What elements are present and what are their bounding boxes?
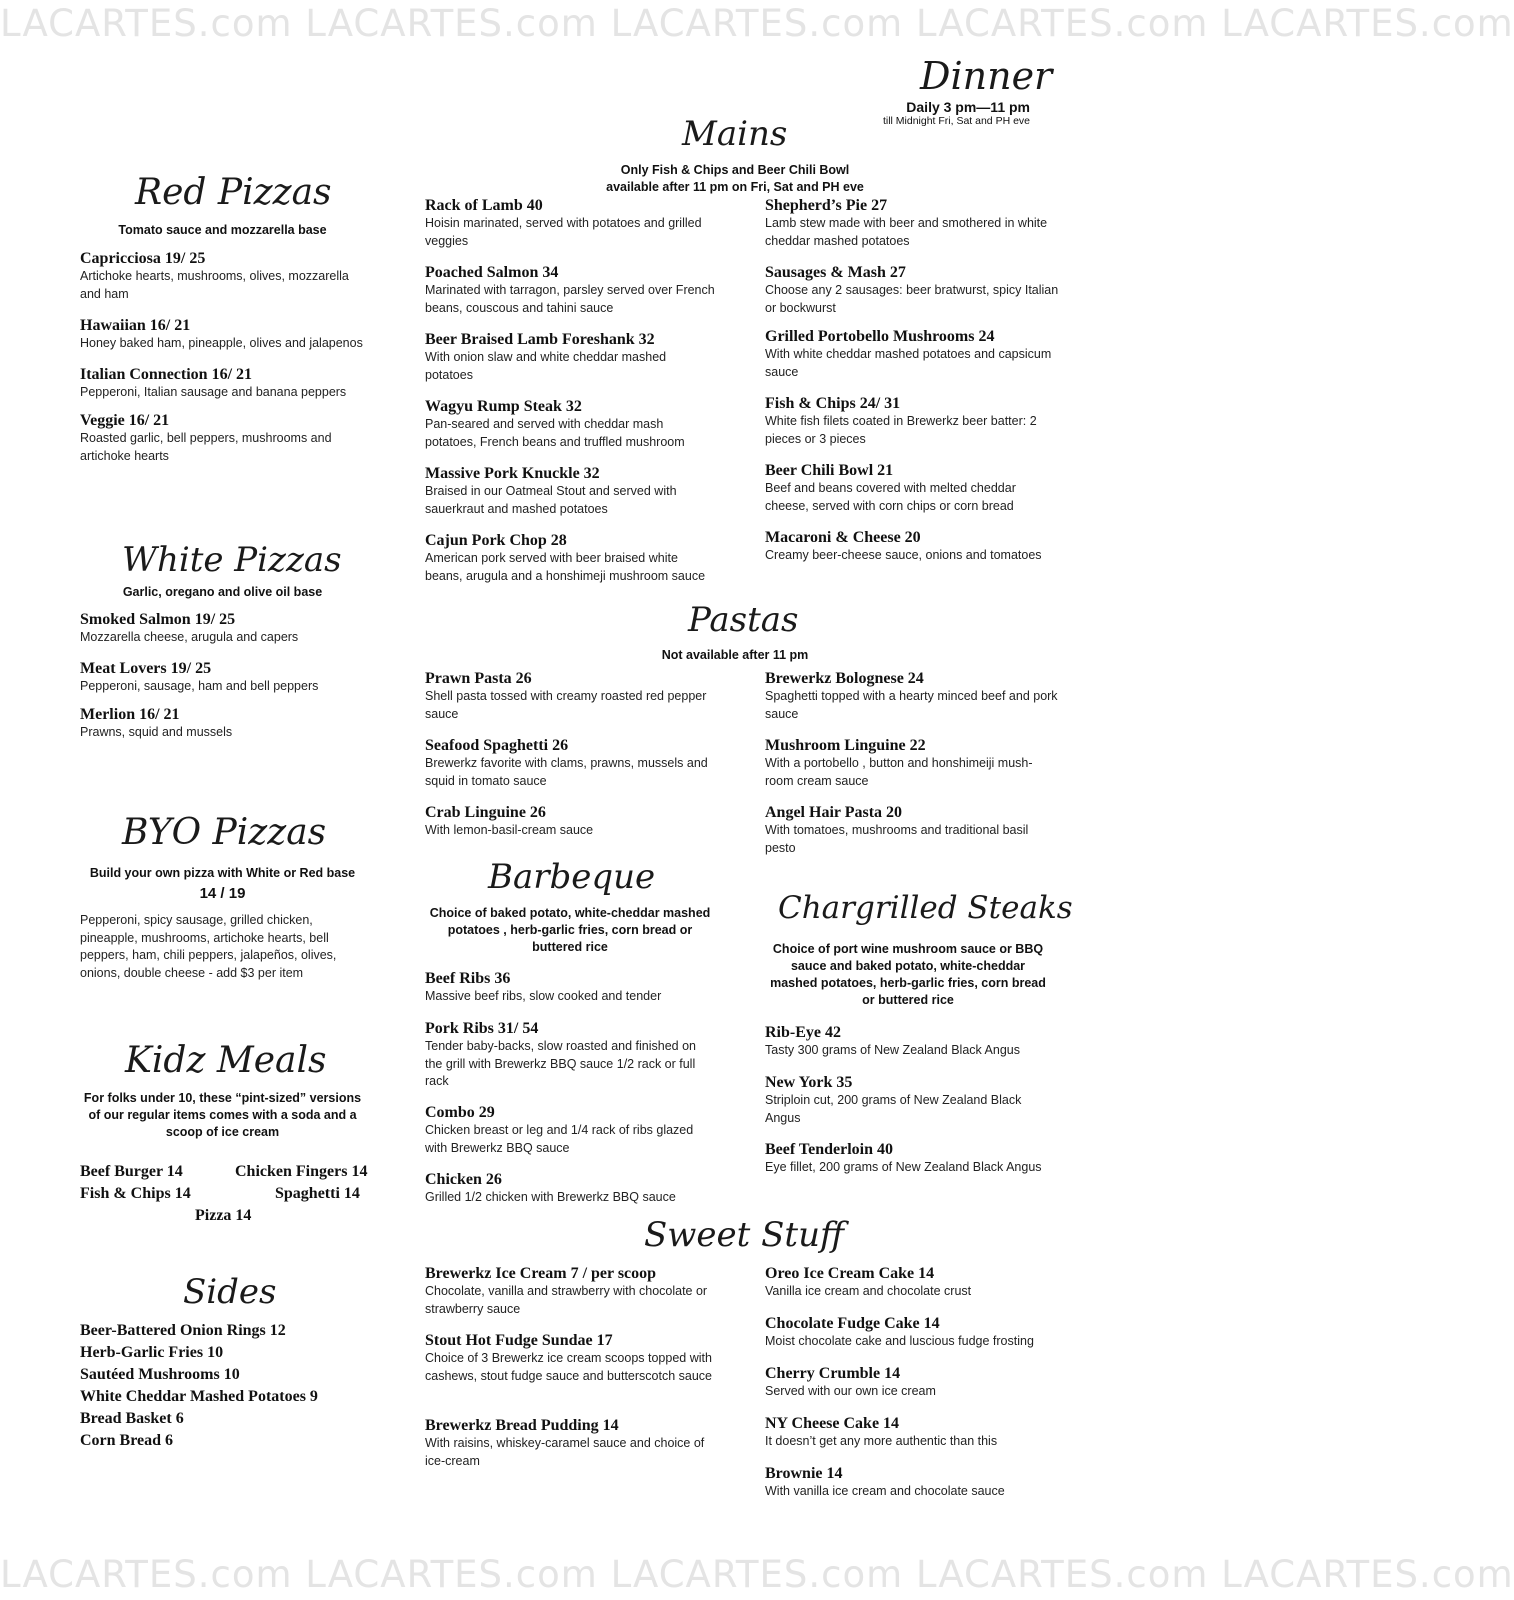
item-name: Angel Hair Pasta 20 (765, 804, 903, 821)
item-name: Wagyu Rump Steak 32 (425, 398, 582, 415)
item-name: Merlion 16/ 21 (80, 706, 180, 723)
byo-pizzas-price: 14 / 19 (199, 885, 246, 902)
item-desc: Spaghetti topped with a hearty minced beef and pork sauce (765, 689, 1058, 721)
item-desc: Shell pasta tossed with creamy roasted red pepper sauce (425, 689, 707, 721)
barbeque-title: Barbeque (488, 857, 656, 897)
item-name: Brownie 14 (765, 1465, 843, 1482)
item-desc: Marinated with tarragon, parsley served over French beans, couscous and tahini sauce (425, 283, 715, 315)
kidz-meal-item: Spaghetti 14 (275, 1185, 360, 1202)
dessert-item (425, 1331, 715, 1385)
pasta-item (425, 736, 715, 790)
item-name: Fish & Chips 24/ 31 (765, 395, 901, 412)
side-item: Beer-Battered Onion Rings 12 (80, 1322, 286, 1339)
item-name: Beef Tenderloin 40 (765, 1141, 894, 1158)
watermark-bottom: LACARTES.com LACARTES.com LACARTES.com LACARTES.com LACARTES.com (0, 1553, 1514, 1596)
item-desc: With tomatoes, mushrooms and traditional basil pesto (765, 823, 1029, 855)
red-pizza-item (80, 249, 370, 303)
item-name: Grilled Portobello Mushrooms 24 (765, 328, 995, 345)
mains-title: Mains (682, 114, 788, 154)
sides-title: Sides (183, 1272, 277, 1312)
item-desc: It doesn’t get any more authentic than this (765, 1434, 998, 1448)
item-desc: Choose any 2 sausages: beer bratwurst, spicy Italian or bockwurst (765, 283, 1059, 315)
item-name: Shepherd’s Pie 27 (765, 197, 888, 214)
mains-item (765, 528, 1060, 565)
kidz-meal-item: Fish & Chips 14 (80, 1185, 191, 1202)
pasta-item (765, 736, 1060, 790)
white-pizza-item (80, 610, 370, 647)
white-pizza-item (80, 705, 370, 742)
kidz-meal-item: Beef Burger 14 (80, 1163, 183, 1180)
kidz-meal-item: Pizza 14 (195, 1207, 252, 1224)
mains-item (425, 397, 715, 451)
dessert-item (765, 1264, 1060, 1301)
red-pizzas-title: Red Pizzas (135, 172, 332, 213)
item-desc: With lemon-basil-cream sauce (425, 823, 594, 837)
item-name: Oreo Ice Cream Cake 14 (765, 1265, 935, 1282)
item-desc: Pepperoni, Italian sausage and banana peppers (80, 385, 347, 399)
item-desc: Roasted garlic, bell peppers, mushrooms and artichoke hearts (80, 431, 332, 463)
item-name: Rib-Eye 42 (765, 1024, 841, 1041)
mains-item (765, 394, 1060, 448)
byo-pizzas-title: BYO Pizzas (122, 812, 327, 853)
item-name: Combo 29 (425, 1104, 495, 1121)
item-name: Brewerkz Bread Pudding 14 (425, 1417, 619, 1434)
dessert-item (765, 1414, 1060, 1451)
mains-item (425, 531, 715, 585)
item-name: Rack of Lamb 40 (425, 197, 543, 214)
item-name: Brewerkz Ice Cream 7 / per scoop (425, 1265, 657, 1282)
pastas-title: Pastas (688, 600, 799, 640)
item-desc: Artichoke hearts, mushrooms, olives, mozzarella and ham (80, 269, 349, 301)
item-desc: With vanilla ice cream and chocolate sauce (765, 1484, 1005, 1498)
item-name: Hawaiian 16/ 21 (80, 317, 191, 334)
item-desc: Honey baked ham, pineapple, olives and jalapenos (80, 336, 363, 350)
item-desc: Pepperoni, sausage, ham and bell peppers (80, 679, 319, 693)
pasta-item (765, 803, 1060, 857)
white-pizzas-title: White Pizzas (122, 540, 342, 580)
item-name: Cherry Crumble 14 (765, 1365, 901, 1382)
item-desc: Chocolate, vanilla and strawberry with chocolate or strawberry sauce (425, 1284, 708, 1316)
dessert-item (765, 1364, 1060, 1401)
dinner-title: Dinner (920, 54, 1053, 98)
side-item: Sautéed Mushrooms 10 (80, 1366, 240, 1383)
mains-item (765, 196, 1060, 250)
mains-item (765, 461, 1060, 515)
byo-pizzas-desc: Pepperoni, spicy sausage, grilled chicken, pineapple, mushrooms, artichoke hearts, bell peppers, ham, chili peppers, jalapeños, olives, onions, double cheese - add $3 per item (80, 913, 337, 980)
kidz-meal-item: Chicken Fingers 14 (235, 1163, 368, 1180)
sweet-stuff-title: Sweet Stuff (644, 1215, 845, 1255)
item-name: Smoked Salmon 19/ 25 (80, 611, 236, 628)
item-name: Prawn Pasta 26 (425, 670, 532, 687)
item-desc: Choice of 3 Brewerkz ice cream scoops topped with cashews, stout fudge sauce and butterscotch sauce (425, 1351, 712, 1383)
red-pizza-item (80, 316, 370, 353)
item-desc: Pan-seared and served with cheddar mash potatoes, French beans and truffled mushroom (425, 417, 685, 449)
side-item: White Cheddar Mashed Potatoes 9 (80, 1388, 318, 1405)
item-name: Macaroni & Cheese 20 (765, 529, 921, 546)
red-pizza-item (80, 365, 370, 402)
item-name: Capricciosa 19/ 25 (80, 250, 206, 267)
barbeque-caption: Choice of baked potato, white-cheddar mashed potatoes , herb-garlic fries, corn bread or buttered rice (429, 906, 711, 954)
kidz-meals-caption: For folks under 10, these “pint-sized” versions of our regular items comes with a soda and a scoop of ice cream (83, 1091, 362, 1139)
item-name: Seafood Spaghetti 26 (425, 737, 569, 754)
mains-item (425, 263, 715, 317)
side-item: Bread Basket 6 (80, 1410, 184, 1427)
mains-item (765, 327, 1060, 381)
item-name: Brewerkz Bolognese 24 (765, 670, 924, 687)
bbq-item (425, 1103, 715, 1157)
item-name: Meat Lovers 19/ 25 (80, 660, 212, 677)
item-name: Massive Pork Knuckle 32 (425, 465, 600, 482)
item-name: Stout Hot Fudge Sundae 17 (425, 1332, 613, 1349)
red-pizzas-caption: Tomato sauce and mozzarella base (118, 223, 327, 237)
item-name: Beer Chili Bowl 21 (765, 462, 894, 479)
item-name: Cajun Pork Chop 28 (425, 532, 567, 549)
side-item: Herb-Garlic Fries 10 (80, 1344, 224, 1361)
white-pizzas-caption: Garlic, oregano and olive oil base (122, 585, 323, 599)
pasta-item (765, 669, 1060, 723)
item-desc: Served with our own ice cream (765, 1384, 936, 1398)
item-desc: Creamy beer-cheese sauce, onions and tomatoes (765, 548, 1042, 562)
item-name: Beef Ribs 36 (425, 970, 511, 987)
item-desc: With white cheddar mashed potatoes and capsicum sauce (765, 347, 1052, 379)
pastas-caption: Not available after 11 pm (661, 648, 809, 662)
item-name: Mushroom Linguine 22 (765, 737, 926, 754)
item-desc: Grilled 1/2 chicken with Brewerkz BBQ sauce (425, 1190, 676, 1204)
item-desc: With a portobello , button and honshimeiji mush-room cream sauce (765, 756, 1033, 788)
item-name: Poached Salmon 34 (425, 264, 559, 281)
dinner-hours-block (883, 99, 1030, 127)
item-desc: Mozzarella cheese, arugula and capers (80, 630, 299, 644)
item-name: Pork Ribs 31/ 54 (425, 1020, 539, 1037)
dessert-item (765, 1464, 1060, 1501)
steaks-caption: Choice of port wine mushroom sauce or BBQ sauce and baked potato, white-cheddar mashed potatoes, herb-garlic fries, corn bread or buttered rice (770, 942, 1046, 1007)
item-desc: White fish filets coated in Brewerkz beer batter: 2 pieces or 3 pieces (765, 414, 1037, 446)
item-desc: Tasty 300 grams of New Zealand Black Angus (765, 1043, 1020, 1057)
item-desc: Moist chocolate cake and luscious fudge frosting (765, 1334, 1034, 1348)
item-desc: American pork served with beer braised white beans, arugula and a honshimeji mushroom sauce (425, 551, 706, 583)
pasta-item (425, 803, 715, 840)
item-name: Chocolate Fudge Cake 14 (765, 1315, 940, 1332)
steak-item (765, 1140, 1060, 1177)
red-pizza-item (80, 411, 340, 465)
item-name: Crab Linguine 26 (425, 804, 546, 821)
pasta-item (425, 669, 715, 723)
steaks-title: Chargrilled Steaks (778, 890, 1073, 926)
mains-caption: Only Fish & Chips and Beer Chili Bowl available after 11 pm on Fri, Sat and PH eve (606, 163, 864, 194)
item-desc: Striploin cut, 200 grams of New Zealand Black Angus (765, 1093, 1022, 1125)
item-desc: Prawns, squid and mussels (80, 725, 233, 739)
bbq-item (425, 969, 715, 1006)
mains-item (765, 263, 1060, 317)
byo-pizzas-caption: Build your own pizza with White or Red base (89, 866, 356, 880)
item-desc: Braised in our Oatmeal Stout and served with sauerkraut and mashed potatoes (425, 484, 677, 516)
item-name: Italian Connection 16/ 21 (80, 366, 253, 383)
item-name: Chicken 26 (425, 1171, 502, 1188)
item-name: New York 35 (765, 1074, 853, 1091)
steak-item (765, 1073, 1025, 1127)
dessert-item (425, 1264, 715, 1318)
item-desc: Eye fillet, 200 grams of New Zealand Black Angus (765, 1160, 1042, 1174)
dessert-item (765, 1314, 1060, 1351)
item-name: Veggie 16/ 21 (80, 412, 170, 429)
bbq-item (425, 1170, 715, 1207)
item-name: Sausages & Mash 27 (765, 264, 906, 281)
item-desc: Brewerkz favorite with clams, prawns, mussels and squid in tomato sauce (425, 756, 708, 788)
mains-item (425, 196, 715, 250)
dessert-item (425, 1416, 715, 1470)
item-desc: Beef and beans covered with melted cheddar cheese, served with corn chips or corn bread (765, 481, 1016, 513)
item-desc: Hoisin marinated, served with potatoes and grilled veggies (425, 216, 702, 248)
item-desc: Vanilla ice cream and chocolate crust (765, 1284, 972, 1298)
item-desc: Massive beef ribs, slow cooked and tender (425, 989, 662, 1003)
steak-item (765, 1023, 1060, 1060)
item-desc: Tender baby-backs, slow roasted and finished on the grill with Brewerkz BBQ sauce 1/2 rack or full rack (425, 1039, 696, 1088)
item-desc: Chicken breast or leg and 1/4 rack of ribs glazed with Brewerkz BBQ sauce (425, 1123, 694, 1155)
bbq-item (425, 1019, 715, 1091)
item-desc: With raisins, whiskey-caramel sauce and choice of ice-cream (425, 1436, 705, 1468)
mains-item (425, 464, 715, 518)
kidz-meals-title: Kidz Meals (125, 1040, 327, 1081)
white-pizza-item (80, 659, 370, 696)
dinner-hours: Daily 3 pm—11 pm (906, 99, 1030, 115)
item-name: Beer Braised Lamb Foreshank 32 (425, 331, 655, 348)
item-desc: With onion slaw and white cheddar mashed potatoes (425, 350, 667, 382)
watermark-top: LACARTES.com LACARTES.com LACARTES.com LACARTES.com LACARTES.com (0, 2, 1514, 45)
item-name: NY Cheese Cake 14 (765, 1415, 900, 1432)
mains-item (425, 330, 715, 384)
item-desc: Lamb stew made with beer and smothered in white cheddar mashed potatoes (765, 216, 1048, 248)
dinner-hours-note: till Midnight Fri, Sat and PH eve (882, 115, 1030, 127)
side-item: Corn Bread 6 (80, 1432, 174, 1449)
